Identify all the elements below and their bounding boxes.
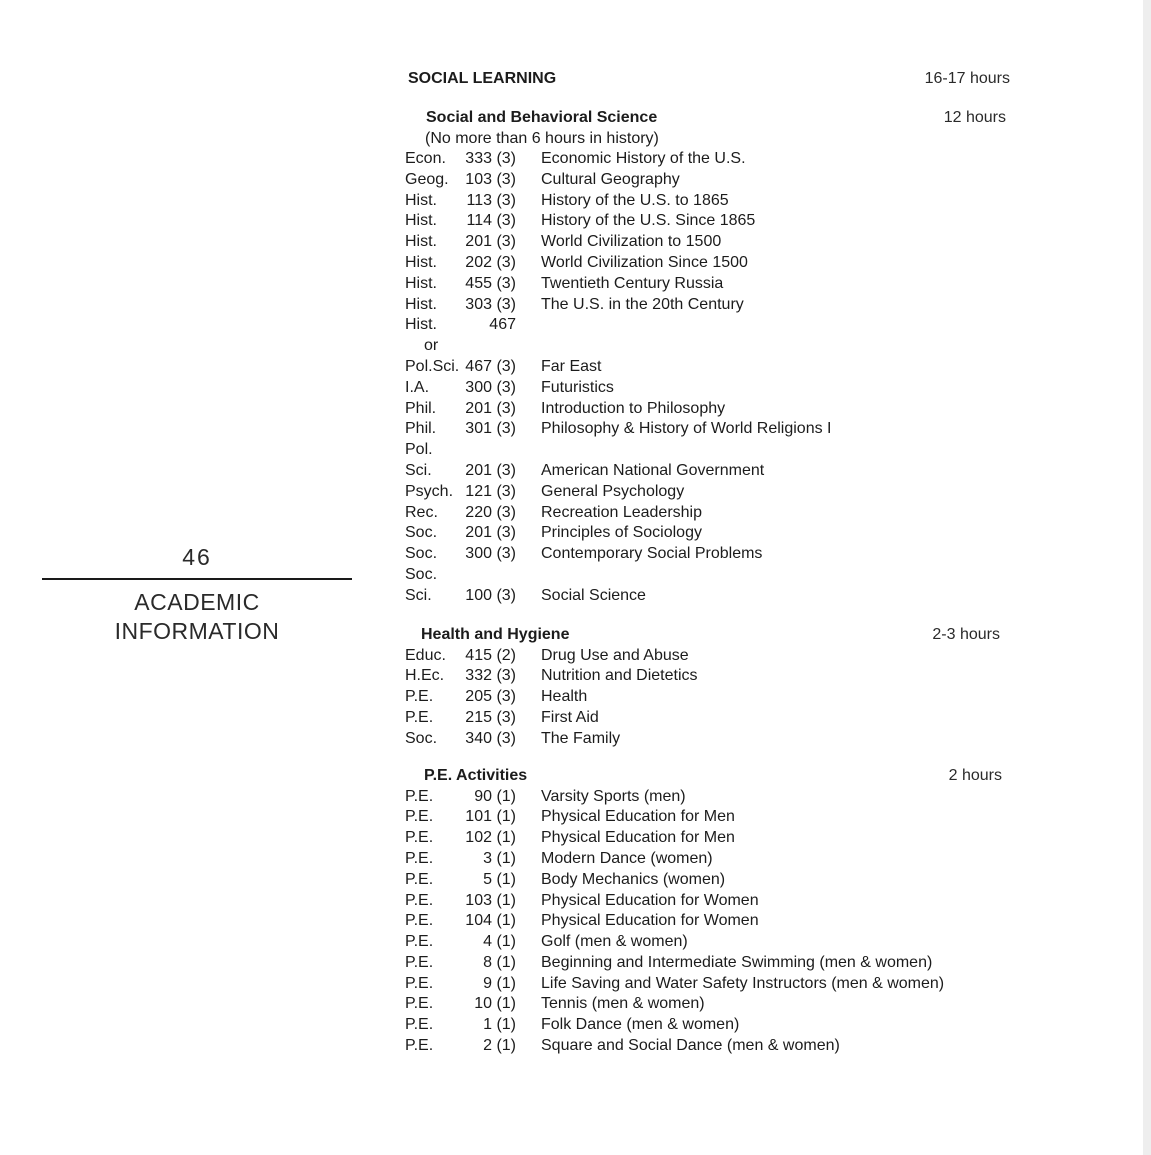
course-dept: Sci. bbox=[405, 586, 432, 604]
course-title: World Civilization to 1500 bbox=[541, 233, 722, 251]
course-dept: Sci. bbox=[405, 461, 432, 479]
course-number: 3 (1) bbox=[483, 849, 516, 867]
course-dept: Soc. bbox=[405, 524, 438, 542]
course-list bbox=[400, 646, 1010, 750]
course-title: Drug Use and Abuse bbox=[541, 646, 689, 664]
course-title: General Psychology bbox=[541, 482, 685, 500]
group-hours: 12 hours bbox=[943, 109, 1006, 126]
course-title: Physical Education for Men bbox=[541, 829, 735, 847]
course-dept: P.E. bbox=[405, 808, 434, 826]
course-title: History of the U.S. Since 1865 bbox=[541, 212, 756, 230]
spacer bbox=[400, 750, 1010, 765]
course-title: Folk Dance (men & women) bbox=[541, 1016, 740, 1034]
course-dept: P.E. bbox=[405, 787, 434, 805]
course-dept: P.E. bbox=[405, 870, 434, 888]
course-title: Varsity Sports (men) bbox=[541, 787, 686, 805]
course-row bbox=[400, 523, 1010, 544]
course-title: Beginning and Intermediate Swimming (men & women) bbox=[541, 953, 933, 971]
course-dept: Hist. bbox=[405, 295, 437, 313]
course-row bbox=[400, 974, 1010, 995]
course-title: Contemporary Social Problems bbox=[541, 545, 763, 563]
course-number: 1 (1) bbox=[483, 1016, 516, 1034]
main-heading: SOCIAL LEARNING bbox=[408, 70, 557, 87]
course-number: 301 (3) bbox=[465, 420, 516, 438]
course-title: American National Government bbox=[541, 461, 765, 479]
course-number: 201 (3) bbox=[465, 399, 516, 417]
course-row bbox=[400, 807, 1010, 828]
course-title: Cultural Geography bbox=[541, 170, 680, 188]
course-dept: P.E. bbox=[405, 1037, 434, 1055]
course-row bbox=[400, 646, 1010, 667]
course-dept: P.E. bbox=[405, 995, 434, 1013]
course-number: 10 (1) bbox=[474, 995, 516, 1013]
course-row bbox=[400, 419, 1010, 440]
course-row bbox=[400, 932, 1010, 953]
course-number: 102 (1) bbox=[465, 829, 516, 847]
course-number: 220 (3) bbox=[465, 503, 516, 521]
course-dept: Hist. bbox=[405, 212, 437, 230]
course-number: 114 (3) bbox=[466, 212, 516, 230]
course-title: Principles of Sociology bbox=[541, 524, 702, 542]
course-dept: Hist. bbox=[405, 274, 437, 292]
course-row bbox=[400, 170, 1010, 191]
course-title: Life Saving and Water Safety Instructors (men & women) bbox=[541, 974, 945, 992]
course-number: 300 (3) bbox=[465, 545, 516, 563]
course-list bbox=[400, 149, 1010, 607]
course-dept: Hist. bbox=[405, 233, 437, 251]
course-row bbox=[400, 315, 1010, 336]
course-title: Modern Dance (women) bbox=[541, 849, 713, 867]
course-dept: Phil. bbox=[405, 420, 437, 438]
course-dept: Psych. bbox=[405, 482, 454, 500]
course-dept: Rec. bbox=[405, 503, 438, 521]
course-dept: P.E. bbox=[405, 891, 434, 909]
course-number: 103 (1) bbox=[465, 891, 516, 909]
course-dept: Hist. bbox=[405, 316, 437, 334]
course-dept: Pol. bbox=[405, 441, 433, 459]
main-heading-hours: 16-17 hours bbox=[924, 70, 1010, 87]
course-title: World Civilization Since 1500 bbox=[541, 253, 748, 271]
course-number: 104 (1) bbox=[465, 912, 516, 930]
course-row bbox=[400, 378, 1010, 399]
course-number: 2 (1) bbox=[483, 1037, 516, 1055]
group-hours: 2-3 hours bbox=[932, 625, 1000, 643]
course-title: Futuristics bbox=[541, 378, 614, 396]
course-number: 202 (3) bbox=[465, 253, 516, 271]
course-row bbox=[400, 828, 1010, 849]
group-heading: P.E. Activities bbox=[424, 766, 528, 784]
course-row bbox=[400, 399, 1010, 420]
group-heading-row bbox=[400, 107, 1010, 129]
course-title: Square and Social Dance (men & women) bbox=[541, 1037, 840, 1055]
course-number: 8 (1) bbox=[483, 953, 516, 971]
group-heading-row bbox=[400, 765, 1010, 787]
course-dept: Hist. bbox=[405, 253, 437, 271]
course-or-connector: or bbox=[424, 337, 439, 355]
course-number: 467 (3) bbox=[465, 357, 516, 375]
course-dept: Pol.Sci. bbox=[405, 357, 460, 375]
course-row bbox=[400, 503, 1010, 524]
course-title: Physical Education for Women bbox=[541, 891, 759, 909]
course-number: 100 (3) bbox=[465, 586, 516, 604]
group-heading: Health and Hygiene bbox=[421, 625, 570, 643]
course-number: 415 (2) bbox=[465, 646, 516, 664]
course-dept: Phil. bbox=[405, 399, 437, 417]
course-dept: Soc. bbox=[405, 545, 438, 563]
course-row bbox=[400, 666, 1010, 687]
course-title: Golf (men & women) bbox=[541, 933, 688, 951]
course-title: Introduction to Philosophy bbox=[541, 399, 726, 417]
course-number: 332 (3) bbox=[465, 667, 516, 685]
course-row bbox=[400, 849, 1010, 870]
course-number: 9 (1) bbox=[483, 974, 516, 992]
course-dept: P.E. bbox=[405, 688, 434, 706]
course-title: First Aid bbox=[541, 708, 599, 726]
main-heading-row bbox=[400, 68, 1010, 90]
course-row bbox=[400, 586, 1010, 607]
margin-rule bbox=[42, 578, 352, 580]
course-dept: P.E. bbox=[405, 1016, 434, 1034]
course-title: Physical Education for Women bbox=[541, 912, 759, 930]
course-number: 467 bbox=[489, 316, 516, 334]
course-number: 5 (1) bbox=[483, 870, 516, 888]
course-listing bbox=[400, 68, 1010, 1057]
course-row bbox=[400, 295, 1010, 316]
course-row bbox=[400, 891, 1010, 912]
course-number: 201 (3) bbox=[465, 461, 516, 479]
course-row bbox=[400, 274, 1010, 295]
course-row bbox=[400, 191, 1010, 212]
course-title: Recreation Leadership bbox=[541, 503, 702, 521]
course-title: Tennis (men & women) bbox=[541, 995, 705, 1013]
course-title: Nutrition and Dietetics bbox=[541, 667, 698, 685]
course-title: Economic History of the U.S. bbox=[541, 150, 746, 167]
course-dept: Econ. bbox=[405, 150, 446, 167]
course-dept: I.A. bbox=[405, 378, 430, 396]
course-number: 215 (3) bbox=[465, 708, 516, 726]
section-label-line1: ACADEMIC bbox=[134, 589, 260, 615]
course-row bbox=[400, 870, 1010, 891]
course-number: 113 (3) bbox=[466, 191, 516, 209]
course-dept: Geog. bbox=[405, 170, 449, 188]
course-row bbox=[400, 953, 1010, 974]
course-title: Physical Education for Men bbox=[541, 808, 735, 826]
course-title: Health bbox=[541, 688, 588, 706]
spacer bbox=[400, 90, 1010, 107]
course-dept: Soc. bbox=[405, 565, 438, 583]
course-group bbox=[400, 765, 1010, 1057]
course-row bbox=[400, 211, 1010, 232]
course-group bbox=[400, 624, 1010, 750]
course-number: 333 (3) bbox=[465, 150, 516, 167]
group-hours: 2 hours bbox=[948, 766, 1002, 784]
course-row bbox=[400, 708, 1010, 729]
course-row bbox=[400, 149, 1010, 170]
course-row bbox=[400, 544, 1010, 565]
course-row bbox=[400, 687, 1010, 708]
course-dept: P.E. bbox=[405, 912, 434, 930]
course-number: 201 (3) bbox=[465, 524, 516, 542]
course-list bbox=[400, 787, 1010, 1057]
course-title: History of the U.S. to 1865 bbox=[541, 191, 729, 209]
course-title: Body Mechanics (women) bbox=[541, 870, 726, 888]
course-title: Twentieth Century Russia bbox=[541, 274, 724, 292]
section-label-line2: INFORMATION bbox=[114, 618, 280, 644]
course-dept: P.E. bbox=[405, 708, 434, 726]
course-number: 201 (3) bbox=[465, 233, 516, 251]
course-dept: H.Ec. bbox=[405, 667, 445, 685]
course-row bbox=[400, 1015, 1010, 1036]
course-dept: P.E. bbox=[405, 849, 434, 867]
course-title: Far East bbox=[541, 357, 602, 375]
course-group bbox=[400, 107, 1010, 607]
course-number: 205 (3) bbox=[465, 688, 516, 706]
course-row bbox=[400, 253, 1010, 274]
course-dept: P.E. bbox=[405, 829, 434, 847]
course-number: 340 (3) bbox=[465, 729, 516, 747]
course-row bbox=[400, 729, 1010, 750]
course-dept: Educ. bbox=[405, 646, 446, 664]
course-number: 101 (1) bbox=[465, 808, 516, 826]
course-row bbox=[400, 994, 1010, 1015]
page-edge-shadow bbox=[1143, 0, 1151, 1155]
course-row bbox=[400, 440, 1010, 461]
course-dept: Hist. bbox=[405, 191, 437, 209]
course-number: 4 (1) bbox=[483, 933, 516, 951]
margin-block bbox=[42, 540, 352, 646]
course-dept: Soc. bbox=[405, 729, 438, 747]
course-dept: P.E. bbox=[405, 933, 434, 951]
course-number: 455 (3) bbox=[465, 274, 516, 292]
course-dept: P.E. bbox=[405, 974, 434, 992]
group-note: (No more than 6 hours in history) bbox=[425, 130, 659, 147]
group-heading-row bbox=[400, 624, 1010, 646]
course-row bbox=[400, 1036, 1010, 1057]
course-row bbox=[400, 461, 1010, 482]
course-dept: P.E. bbox=[405, 953, 434, 971]
group-heading: Social and Behavioral Science bbox=[426, 109, 658, 126]
course-title: Philosophy & History of World Religions I bbox=[541, 420, 832, 438]
course-title: The U.S. in the 20th Century bbox=[541, 295, 744, 313]
course-row bbox=[400, 911, 1010, 932]
course-number: 303 (3) bbox=[465, 295, 516, 313]
course-title: The Family bbox=[541, 729, 621, 747]
course-number: 121 (3) bbox=[465, 482, 516, 500]
course-row bbox=[400, 482, 1010, 503]
course-number: 300 (3) bbox=[465, 378, 516, 396]
page-number: 46 bbox=[182, 544, 212, 570]
course-number: 90 (1) bbox=[474, 787, 516, 805]
course-number: 103 (3) bbox=[465, 170, 516, 188]
course-row bbox=[400, 357, 1010, 378]
course-row bbox=[400, 787, 1010, 808]
course-row bbox=[400, 565, 1010, 586]
course-title: Social Science bbox=[541, 586, 646, 604]
spacer bbox=[400, 607, 1010, 624]
course-row bbox=[400, 232, 1010, 253]
